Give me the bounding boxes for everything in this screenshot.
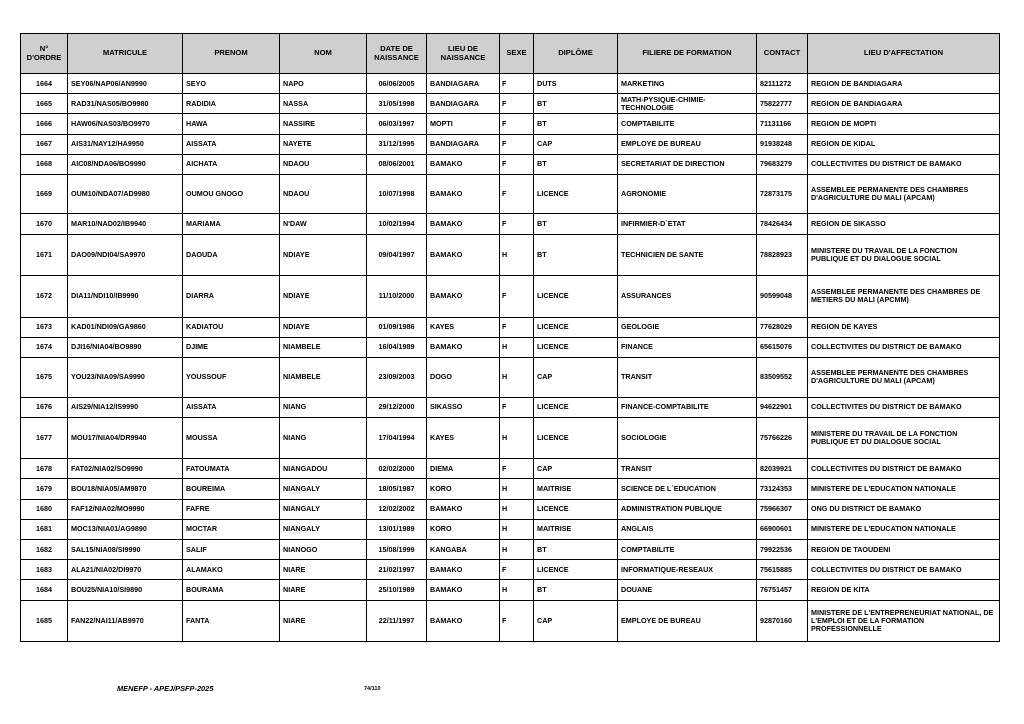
cell-ordre: 1679 xyxy=(21,479,68,499)
cell-affectation: MINISTERE DE L'EDUCATION NATIONALE xyxy=(808,479,1000,499)
table-row xyxy=(21,337,1000,357)
table-row xyxy=(21,519,1000,539)
cell-affectation: REGION DE KITA xyxy=(808,580,1000,600)
cell-prenom: RADIDIA xyxy=(183,94,280,114)
table-row xyxy=(21,499,1000,519)
cell-date-naissance: 29/12/2000 xyxy=(367,397,427,417)
cell-date-naissance: 15/08/1999 xyxy=(367,539,427,559)
cell-matricule: AIS31/NAY12/HA9950 xyxy=(68,134,183,154)
cell-affectation: REGION DE MOPTI xyxy=(808,114,1000,134)
cell-nom: NIANOGO xyxy=(280,539,367,559)
cell-date-naissance: 31/05/1998 xyxy=(367,94,427,114)
cell-prenom: OUMOU GNOGO xyxy=(183,174,280,214)
candidates-table xyxy=(20,33,1000,642)
cell-filiere: TRANSIT xyxy=(618,358,757,398)
footer-program-label: MENEFP - APEJ/PSFP-2025 xyxy=(117,684,214,693)
cell-nom: NIANGALY xyxy=(280,479,367,499)
cell-matricule: BOU25/NIA10/SI9890 xyxy=(68,580,183,600)
cell-sexe: F xyxy=(500,214,534,234)
cell-filiere: FINANCE xyxy=(618,337,757,357)
cell-affectation: MINISTERE DE L'EDUCATION NATIONALE xyxy=(808,519,1000,539)
cell-lieu-naissance: BAMAKO xyxy=(427,234,500,276)
cell-lieu-naissance: BANDIAGARA xyxy=(427,94,500,114)
cell-sexe: F xyxy=(500,600,534,642)
cell-diplome: MAITRISE xyxy=(534,479,618,499)
cell-matricule: YOU23/NIA09/SA9990 xyxy=(68,358,183,398)
cell-matricule: HAW06/NAS03/BO9970 xyxy=(68,114,183,134)
cell-nom: NIANG xyxy=(280,397,367,417)
cell-date-naissance: 06/03/1997 xyxy=(367,114,427,134)
cell-date-naissance: 22/11/1997 xyxy=(367,600,427,642)
cell-ordre: 1684 xyxy=(21,580,68,600)
cell-lieu-naissance: BAMAKO xyxy=(427,154,500,174)
cell-lieu-naissance: BAMAKO xyxy=(427,560,500,580)
cell-sexe: F xyxy=(500,74,534,94)
cell-ordre: 1678 xyxy=(21,459,68,479)
cell-prenom: KADIATOU xyxy=(183,317,280,337)
cell-lieu-naissance: BAMAKO xyxy=(427,499,500,519)
cell-filiere: COMPTABILITE xyxy=(618,539,757,559)
cell-prenom: DJIME xyxy=(183,337,280,357)
cell-nom: NIAMBELE xyxy=(280,358,367,398)
table-row xyxy=(21,74,1000,94)
cell-diplome: LICENCE xyxy=(534,499,618,519)
table-row xyxy=(21,94,1000,114)
cell-diplome: CAP xyxy=(534,600,618,642)
cell-filiere: ADMINISTRATION PUBLIQUE xyxy=(618,499,757,519)
cell-lieu-naissance: SIKASSO xyxy=(427,397,500,417)
cell-lieu-naissance: BAMAKO xyxy=(427,214,500,234)
cell-prenom: MOCTAR xyxy=(183,519,280,539)
cell-nom: NDAOU xyxy=(280,174,367,214)
cell-filiere: MATH-PYSIQUE-CHIMIE-TECHNOLOGIE xyxy=(618,94,757,114)
cell-ordre: 1667 xyxy=(21,134,68,154)
cell-matricule: FAF12/NIA02/MO9990 xyxy=(68,499,183,519)
cell-prenom: AICHATA xyxy=(183,154,280,174)
cell-contact: 76751457 xyxy=(757,580,808,600)
cell-filiere: DOUANE xyxy=(618,580,757,600)
cell-ordre: 1677 xyxy=(21,417,68,459)
table-row xyxy=(21,539,1000,559)
table-row xyxy=(21,134,1000,154)
cell-date-naissance: 25/10/1989 xyxy=(367,580,427,600)
cell-ordre: 1683 xyxy=(21,560,68,580)
cell-date-naissance: 02/02/2000 xyxy=(367,459,427,479)
cell-date-naissance: 08/06/2001 xyxy=(367,154,427,174)
cell-nom: NASSIRE xyxy=(280,114,367,134)
cell-lieu-naissance: KORO xyxy=(427,479,500,499)
cell-prenom: FAFRE xyxy=(183,499,280,519)
cell-prenom: HAWA xyxy=(183,114,280,134)
cell-nom: NAYETE xyxy=(280,134,367,154)
header-filiere: FILIERE DE FORMATION xyxy=(618,34,757,74)
cell-prenom: MOUSSA xyxy=(183,417,280,459)
cell-prenom: SEYO xyxy=(183,74,280,94)
cell-ordre: 1674 xyxy=(21,337,68,357)
cell-contact: 82111272 xyxy=(757,74,808,94)
header-date-naissance: DATE DE NAISSANCE xyxy=(367,34,427,74)
cell-matricule: RAD31/NAS05/BO9980 xyxy=(68,94,183,114)
cell-nom: N'DAW xyxy=(280,214,367,234)
cell-filiere: SOCIOLOGIE xyxy=(618,417,757,459)
cell-filiere: INFORMATIQUE-RESEAUX xyxy=(618,560,757,580)
cell-matricule: DJI16/NIA04/BO9890 xyxy=(68,337,183,357)
cell-matricule: SAL15/NIA08/SI9990 xyxy=(68,539,183,559)
cell-diplome: LICENCE xyxy=(534,417,618,459)
cell-lieu-naissance: DOGO xyxy=(427,358,500,398)
cell-date-naissance: 16/04/1989 xyxy=(367,337,427,357)
cell-contact: 72873175 xyxy=(757,174,808,214)
header-diplome: DIPLÔME xyxy=(534,34,618,74)
cell-lieu-naissance: BAMAKO xyxy=(427,174,500,214)
cell-diplome: LICENCE xyxy=(534,337,618,357)
cell-affectation: COLLECTIVITES DU DISTRICT DE BAMAKO xyxy=(808,154,1000,174)
cell-sexe: F xyxy=(500,114,534,134)
cell-diplome: LICENCE xyxy=(534,560,618,580)
header-ordre: N° D'ORDRE xyxy=(21,34,68,74)
cell-matricule: SEY06/NAP06/AN9990 xyxy=(68,74,183,94)
cell-ordre: 1664 xyxy=(21,74,68,94)
table-row xyxy=(21,174,1000,214)
cell-filiere: AGRONOMIE xyxy=(618,174,757,214)
cell-matricule: DAO09/NDI04/SA9970 xyxy=(68,234,183,276)
cell-contact: 75966307 xyxy=(757,499,808,519)
cell-contact: 94622901 xyxy=(757,397,808,417)
cell-contact: 90599048 xyxy=(757,276,808,318)
cell-prenom: AISSATA xyxy=(183,134,280,154)
cell-ordre: 1685 xyxy=(21,600,68,642)
cell-affectation: MINISTERE DU TRAVAIL DE LA FONCTION PUBLIQUE ET DU DIALOGUE SOCIAL xyxy=(808,234,1000,276)
cell-lieu-naissance: BANDIAGARA xyxy=(427,134,500,154)
cell-diplome: DUTS xyxy=(534,74,618,94)
cell-nom: NIANG xyxy=(280,417,367,459)
cell-sexe: H xyxy=(500,337,534,357)
cell-nom: NIAMBELE xyxy=(280,337,367,357)
cell-nom: NIARE xyxy=(280,560,367,580)
cell-ordre: 1666 xyxy=(21,114,68,134)
cell-contact: 73124353 xyxy=(757,479,808,499)
cell-filiere: COMPTABILITE xyxy=(618,114,757,134)
cell-prenom: DAOUDA xyxy=(183,234,280,276)
cell-date-naissance: 23/09/2003 xyxy=(367,358,427,398)
cell-diplome: LICENCE xyxy=(534,397,618,417)
cell-date-naissance: 09/04/1997 xyxy=(367,234,427,276)
cell-sexe: H xyxy=(500,539,534,559)
cell-sexe: F xyxy=(500,174,534,214)
cell-sexe: F xyxy=(500,94,534,114)
cell-affectation: ONG DU DISTRICT DE BAMAKO xyxy=(808,499,1000,519)
cell-contact: 65615076 xyxy=(757,337,808,357)
cell-affectation: REGION DE SIKASSO xyxy=(808,214,1000,234)
cell-diplome: CAP xyxy=(534,134,618,154)
cell-matricule: MOC13/NIA01/AG9890 xyxy=(68,519,183,539)
cell-affectation: REGION DE BANDIAGARA xyxy=(808,74,1000,94)
table-row xyxy=(21,114,1000,134)
cell-filiere: ANGLAIS xyxy=(618,519,757,539)
table-row xyxy=(21,317,1000,337)
cell-nom: NIANGADOU xyxy=(280,459,367,479)
cell-ordre: 1669 xyxy=(21,174,68,214)
cell-matricule: KAD01/NDI09/GA9860 xyxy=(68,317,183,337)
cell-contact: 83509552 xyxy=(757,358,808,398)
cell-prenom: BOURAMA xyxy=(183,580,280,600)
cell-affectation: COLLECTIVITES DU DISTRICT DE BAMAKO xyxy=(808,560,1000,580)
cell-matricule: DIA11/NDI10/IB9990 xyxy=(68,276,183,318)
header-matricule: MATRICULE xyxy=(68,34,183,74)
cell-sexe: F xyxy=(500,459,534,479)
cell-prenom: YOUSSOUF xyxy=(183,358,280,398)
cell-matricule: MAR10/NAD02/IB9940 xyxy=(68,214,183,234)
cell-ordre: 1680 xyxy=(21,499,68,519)
cell-lieu-naissance: BAMAKO xyxy=(427,337,500,357)
cell-lieu-naissance: KORO xyxy=(427,519,500,539)
cell-sexe: F xyxy=(500,134,534,154)
table-row xyxy=(21,459,1000,479)
cell-nom: NIARE xyxy=(280,580,367,600)
header-lieu-naissance: LIEU DE NAISSANCE xyxy=(427,34,500,74)
table-row xyxy=(21,234,1000,276)
cell-diplome: BT xyxy=(534,234,618,276)
cell-diplome: BT xyxy=(534,154,618,174)
header-contact: CONTACT xyxy=(757,34,808,74)
cell-prenom: ALAMAKO xyxy=(183,560,280,580)
cell-filiere: TECHNICIEN DE SANTE xyxy=(618,234,757,276)
cell-date-naissance: 13/01/1989 xyxy=(367,519,427,539)
cell-prenom: SALIF xyxy=(183,539,280,559)
cell-nom: NAPO xyxy=(280,74,367,94)
header-affectation: LIEU D'AFFECTATION xyxy=(808,34,1000,74)
cell-filiere: FINANCE-COMPTABILITE xyxy=(618,397,757,417)
header-nom: NOM xyxy=(280,34,367,74)
cell-filiere: SCIENCE DE L`EDUCATION xyxy=(618,479,757,499)
cell-affectation: COLLECTIVITES DU DISTRICT DE BAMAKO xyxy=(808,397,1000,417)
header-sexe: SEXE xyxy=(500,34,534,74)
cell-lieu-naissance: BAMAKO xyxy=(427,600,500,642)
cell-prenom: AISSATA xyxy=(183,397,280,417)
cell-prenom: FATOUMATA xyxy=(183,459,280,479)
cell-nom: NDIAYE xyxy=(280,276,367,318)
cell-filiere: TRANSIT xyxy=(618,459,757,479)
cell-contact: 77628029 xyxy=(757,317,808,337)
cell-ordre: 1676 xyxy=(21,397,68,417)
cell-filiere: GEOLOGIE xyxy=(618,317,757,337)
cell-matricule: MOU17/NIA04/DR9940 xyxy=(68,417,183,459)
cell-nom: NASSA xyxy=(280,94,367,114)
cell-diplome: MAITRISE xyxy=(534,519,618,539)
cell-affectation: COLLECTIVITES DU DISTRICT DE BAMAKO xyxy=(808,337,1000,357)
cell-date-naissance: 17/04/1994 xyxy=(367,417,427,459)
cell-diplome: BT xyxy=(534,539,618,559)
cell-contact: 91938248 xyxy=(757,134,808,154)
table-row xyxy=(21,417,1000,459)
cell-date-naissance: 21/02/1997 xyxy=(367,560,427,580)
cell-contact: 71131166 xyxy=(757,114,808,134)
cell-sexe: F xyxy=(500,154,534,174)
cell-affectation: ASSEMBLEE PERMANENTE DES CHAMBRES D'AGRICULTURE DU MALI (APCAM) xyxy=(808,358,1000,398)
cell-sexe: H xyxy=(500,479,534,499)
cell-ordre: 1665 xyxy=(21,94,68,114)
cell-filiere: EMPLOYE DE BUREAU xyxy=(618,134,757,154)
table-row xyxy=(21,560,1000,580)
cell-ordre: 1671 xyxy=(21,234,68,276)
cell-prenom: BOUREIMA xyxy=(183,479,280,499)
cell-diplome: BT xyxy=(534,214,618,234)
cell-affectation: REGION DE KIDAL xyxy=(808,134,1000,154)
cell-lieu-naissance: BANDIAGARA xyxy=(427,74,500,94)
cell-lieu-naissance: KAYES xyxy=(427,317,500,337)
cell-contact: 78426434 xyxy=(757,214,808,234)
header-row xyxy=(21,34,1000,74)
cell-nom: NDIAYE xyxy=(280,234,367,276)
table-row xyxy=(21,600,1000,642)
table-row xyxy=(21,276,1000,318)
cell-date-naissance: 10/07/1998 xyxy=(367,174,427,214)
cell-lieu-naissance: KANGABA xyxy=(427,539,500,559)
cell-diplome: BT xyxy=(534,580,618,600)
cell-matricule: BOU18/NIA05/AM9870 xyxy=(68,479,183,499)
cell-contact: 66900601 xyxy=(757,519,808,539)
cell-diplome: CAP xyxy=(534,459,618,479)
cell-ordre: 1675 xyxy=(21,358,68,398)
cell-prenom: DIARRA xyxy=(183,276,280,318)
cell-diplome: CAP xyxy=(534,358,618,398)
cell-sexe: H xyxy=(500,234,534,276)
cell-nom: NIARE xyxy=(280,600,367,642)
table-row xyxy=(21,214,1000,234)
cell-contact: 75766226 xyxy=(757,417,808,459)
cell-date-naissance: 01/09/1986 xyxy=(367,317,427,337)
cell-matricule: FAN22/NAI11/AB9970 xyxy=(68,600,183,642)
cell-ordre: 1673 xyxy=(21,317,68,337)
cell-diplome: LICENCE xyxy=(534,174,618,214)
cell-contact: 79683279 xyxy=(757,154,808,174)
cell-diplome: BT xyxy=(534,94,618,114)
cell-affectation: ASSEMBLEE PERMANENTE DES CHAMBRES D'AGRICULTURE DU MALI (APCAM) xyxy=(808,174,1000,214)
cell-nom: NDAOU xyxy=(280,154,367,174)
cell-lieu-naissance: DIEMA xyxy=(427,459,500,479)
cell-lieu-naissance: KAYES xyxy=(427,417,500,459)
cell-contact: 92870160 xyxy=(757,600,808,642)
cell-contact: 82039921 xyxy=(757,459,808,479)
cell-filiere: EMPLOYE DE BUREAU xyxy=(618,600,757,642)
cell-affectation: REGION DE TAOUDENI xyxy=(808,539,1000,559)
cell-matricule: OUM10/NDA07/AD9980 xyxy=(68,174,183,214)
cell-nom: NIANGALY xyxy=(280,499,367,519)
cell-sexe: F xyxy=(500,317,534,337)
cell-affectation: ASSEMBLEE PERMANENTE DES CHAMBRES DE METIERS DU MALI (APCMM) xyxy=(808,276,1000,318)
cell-matricule: AIS29/NIA12/IS9990 xyxy=(68,397,183,417)
cell-date-naissance: 31/12/1995 xyxy=(367,134,427,154)
cell-date-naissance: 06/06/2005 xyxy=(367,74,427,94)
table-row xyxy=(21,580,1000,600)
cell-affectation: COLLECTIVITES DU DISTRICT DE BAMAKO xyxy=(808,459,1000,479)
cell-sexe: H xyxy=(500,358,534,398)
cell-contact: 79922536 xyxy=(757,539,808,559)
cell-filiere: SECRETARIAT DE DIRECTION xyxy=(618,154,757,174)
cell-sexe: H xyxy=(500,499,534,519)
cell-sexe: F xyxy=(500,397,534,417)
cell-ordre: 1672 xyxy=(21,276,68,318)
cell-matricule: ALA21/NIA02/DI9970 xyxy=(68,560,183,580)
cell-ordre: 1682 xyxy=(21,539,68,559)
cell-filiere: ASSURANCES xyxy=(618,276,757,318)
table-row xyxy=(21,358,1000,398)
cell-affectation: MINISTERE DE L'ENTREPRENEURIAT NATIONAL, DE L'EMPLOI ET DE LA FORMATION PROFESSIONNELLE xyxy=(808,600,1000,642)
cell-diplome: BT xyxy=(534,114,618,134)
cell-ordre: 1681 xyxy=(21,519,68,539)
header-prenom: PRENOM xyxy=(183,34,280,74)
cell-affectation: REGION DE BANDIAGARA xyxy=(808,94,1000,114)
table-body xyxy=(21,74,1000,642)
cell-date-naissance: 18/05/1987 xyxy=(367,479,427,499)
cell-nom: NDIAYE xyxy=(280,317,367,337)
cell-sexe: H xyxy=(500,580,534,600)
cell-filiere: MARKETING xyxy=(618,74,757,94)
cell-sexe: H xyxy=(500,519,534,539)
cell-ordre: 1670 xyxy=(21,214,68,234)
cell-lieu-naissance: MOPTI xyxy=(427,114,500,134)
footer-page-number: 74/110 xyxy=(364,686,381,692)
cell-date-naissance: 12/02/2002 xyxy=(367,499,427,519)
cell-lieu-naissance: BAMAKO xyxy=(427,580,500,600)
cell-diplome: LICENCE xyxy=(534,317,618,337)
cell-prenom: MARIAMA xyxy=(183,214,280,234)
cell-contact: 75615885 xyxy=(757,560,808,580)
cell-affectation: MINISTERE DU TRAVAIL DE LA FONCTION PUBLIQUE ET DU DIALOGUE SOCIAL xyxy=(808,417,1000,459)
cell-nom: NIANGALY xyxy=(280,519,367,539)
cell-sexe: H xyxy=(500,417,534,459)
cell-matricule: FAT02/NIA02/SO9990 xyxy=(68,459,183,479)
table-row xyxy=(21,397,1000,417)
cell-diplome: LICENCE xyxy=(534,276,618,318)
cell-contact: 78828923 xyxy=(757,234,808,276)
cell-contact: 75822777 xyxy=(757,94,808,114)
cell-sexe: F xyxy=(500,276,534,318)
cell-date-naissance: 10/02/1994 xyxy=(367,214,427,234)
cell-date-naissance: 11/10/2000 xyxy=(367,276,427,318)
table-row xyxy=(21,154,1000,174)
cell-prenom: FANTA xyxy=(183,600,280,642)
table-row xyxy=(21,479,1000,499)
cell-ordre: 1668 xyxy=(21,154,68,174)
cell-matricule: AIC08/NDA06/BO9990 xyxy=(68,154,183,174)
cell-affectation: REGION DE KAYES xyxy=(808,317,1000,337)
cell-lieu-naissance: BAMAKO xyxy=(427,276,500,318)
cell-filiere: INFIRMIER-D`ETAT xyxy=(618,214,757,234)
cell-sexe: F xyxy=(500,560,534,580)
